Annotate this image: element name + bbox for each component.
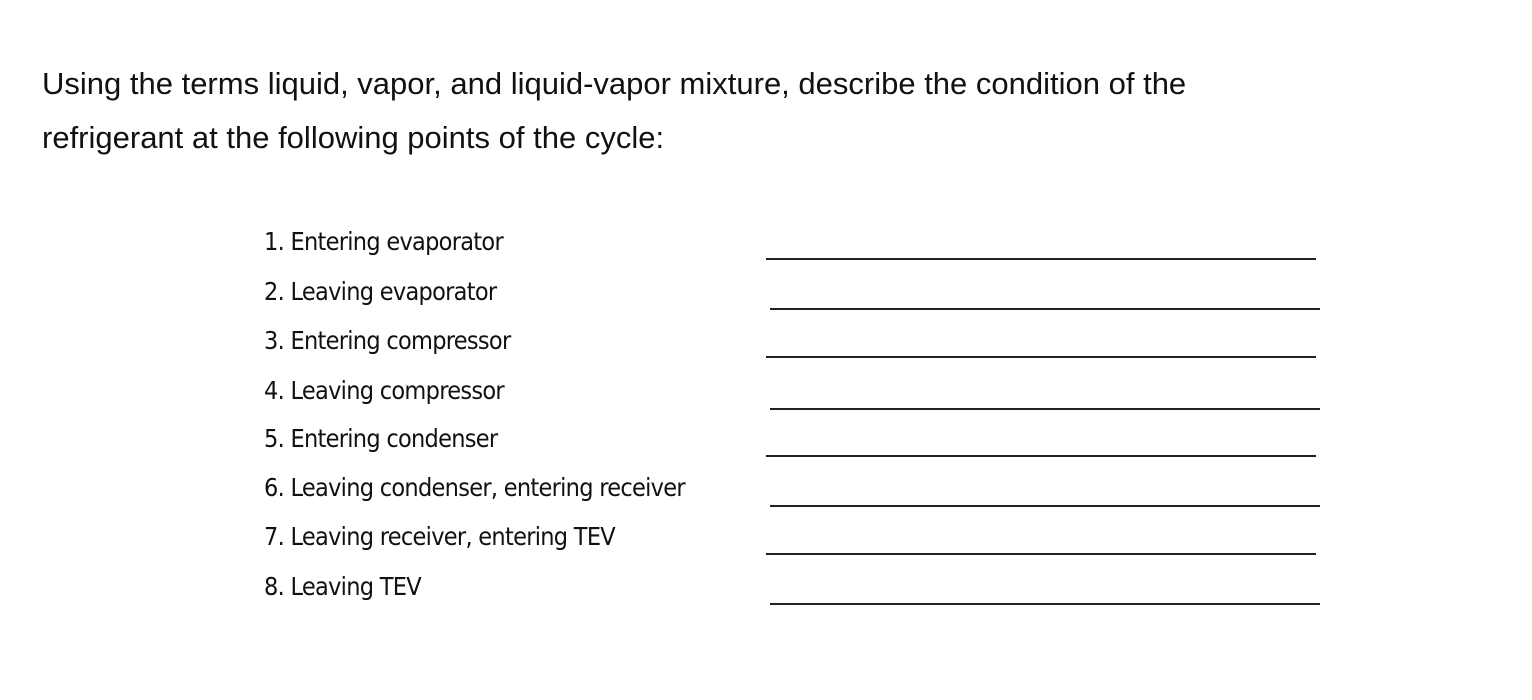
list-item-5 [0,422,1532,462]
answer-line-1[interactable] [766,258,1316,260]
list-item-4 [0,374,1532,414]
item-label-7: 7. Leaving receiver, entering TEV [264,522,615,551]
item-label-6: 6. Leaving condenser, entering receiver [264,473,685,502]
answer-line-7[interactable] [766,553,1316,555]
item-label-3: 3. Entering compressor [264,326,511,355]
list-item-1 [0,225,1532,265]
answer-line-6[interactable] [770,505,1320,507]
item-label-1: 1. Entering evaporator [264,227,503,256]
item-label-4: 4. Leaving compressor [264,376,504,405]
prompt-line-2: refrigerant at the following points of the cycle: [42,120,665,155]
list-item-2 [0,275,1532,315]
answer-line-4[interactable] [770,408,1320,410]
item-label-2: 2. Leaving evaporator [264,277,497,306]
answer-line-3[interactable] [766,356,1316,358]
item-label-8: 8. Leaving TEV [264,572,421,601]
list-item-3 [0,324,1532,364]
list-item-7 [0,520,1532,560]
answer-line-2[interactable] [770,308,1320,310]
answer-line-5[interactable] [766,455,1316,457]
list-item-6 [0,471,1532,511]
answer-line-8[interactable] [770,603,1320,605]
item-label-5: 5. Entering condenser [264,424,498,453]
list-item-8 [0,570,1532,610]
prompt-line-1: Using the terms liquid, vapor, and liquid-vapor mixture, describe the condition of the [42,66,1187,101]
